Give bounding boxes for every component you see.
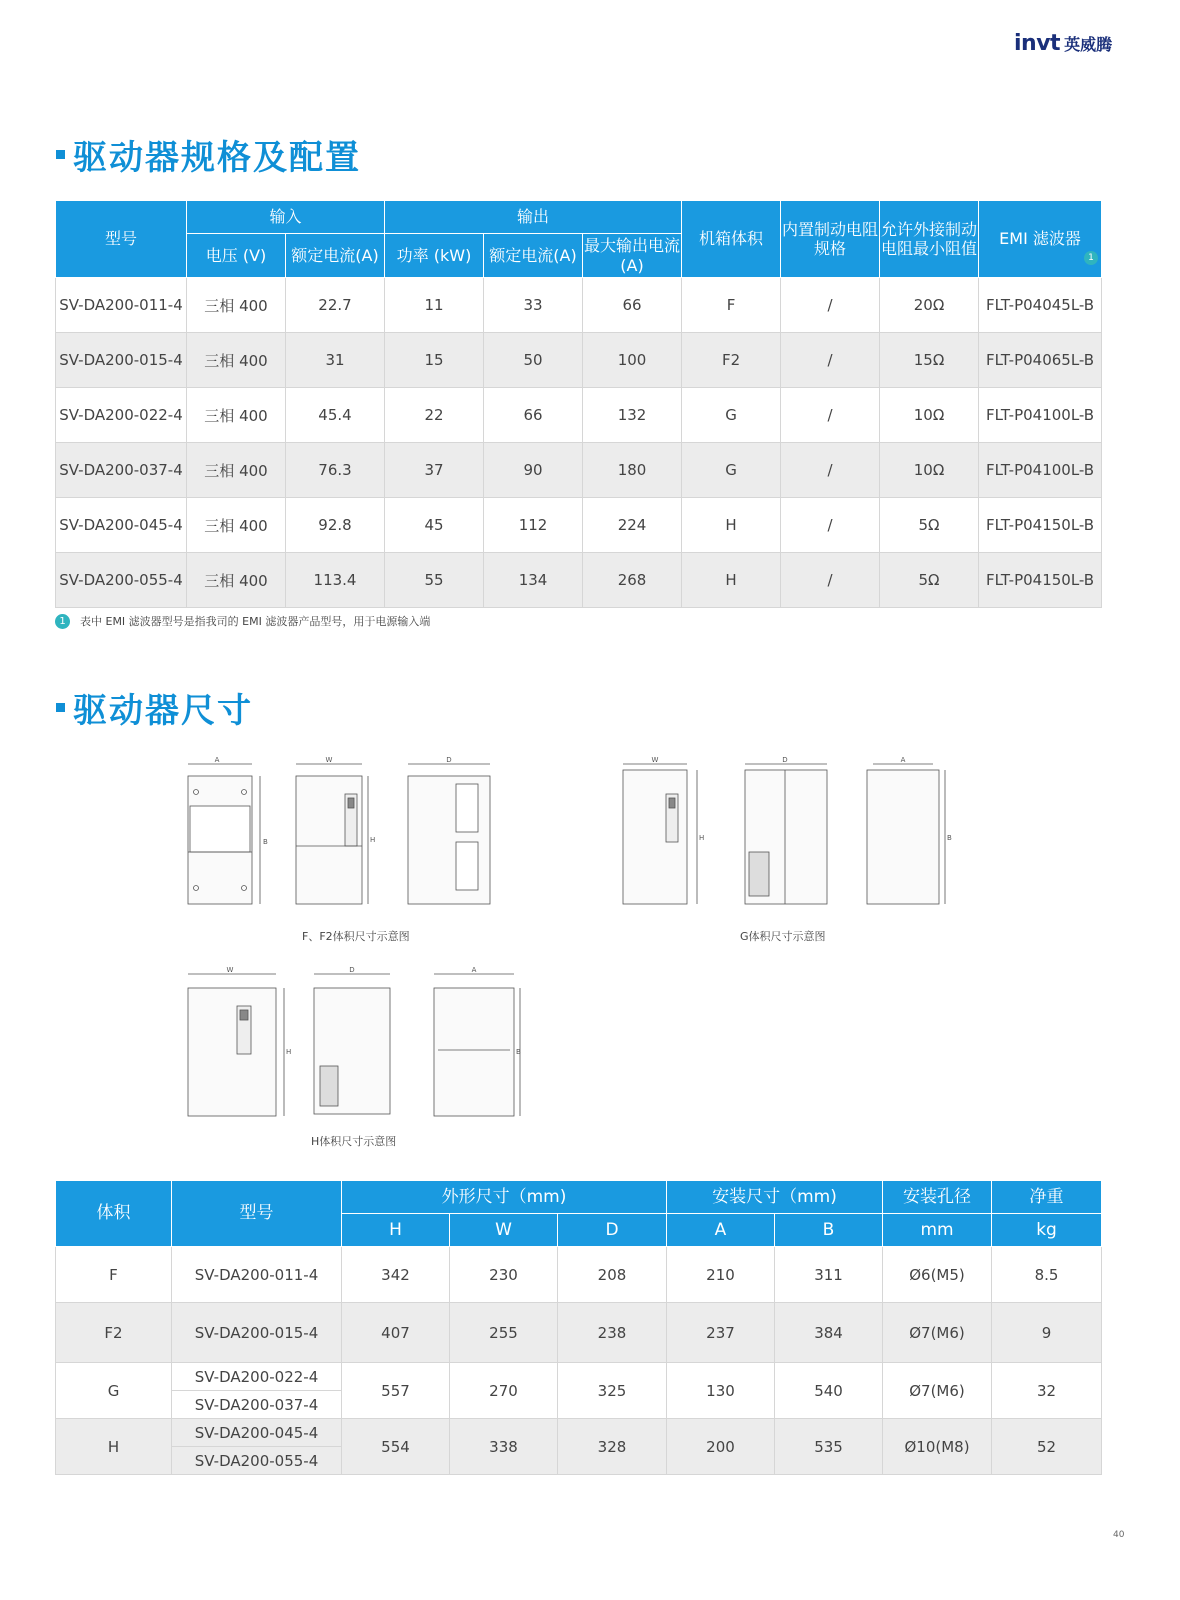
header-model: 型号 <box>172 1181 342 1247</box>
logo-mark: invt <box>1014 30 1061 56</box>
cell-weight: 32 <box>992 1363 1102 1419</box>
header-in-current: 额定电流(A) <box>286 234 385 278</box>
cell-b: 311 <box>775 1247 883 1303</box>
cell-max-current: 268 <box>583 553 682 608</box>
header-power: 功率 (kW) <box>385 234 484 278</box>
cell-in-current: 76.3 <box>286 443 385 498</box>
dim-label-a: A <box>471 966 477 974</box>
cell-model: SV-DA200-045-4 <box>56 498 187 553</box>
dim-label-h: H <box>286 1048 292 1056</box>
dim-label-w: W <box>651 756 659 764</box>
dim-label-a: A <box>214 756 220 764</box>
dim-label-w: W <box>226 966 234 974</box>
header-output: 输出 <box>385 201 682 234</box>
cell-max-current: 224 <box>583 498 682 553</box>
cell-brake: / <box>781 498 880 553</box>
dim-label-d: D <box>782 756 788 764</box>
header-h: H <box>342 1214 450 1247</box>
header-weight: 净重 <box>992 1181 1102 1214</box>
dim-label-d: D <box>349 966 355 974</box>
header-w: W <box>450 1214 558 1247</box>
cell-chassis: G <box>682 388 781 443</box>
cell-hole: Ø6(M5) <box>883 1247 992 1303</box>
table-row <box>56 388 1102 443</box>
cell-a: 210 <box>667 1247 775 1303</box>
section-title-dimensions <box>56 685 253 729</box>
cell-resistor: 10Ω <box>880 388 979 443</box>
dim-label-d: D <box>446 756 452 764</box>
dim-label-a: A <box>900 756 906 764</box>
header-kg: kg <box>992 1214 1102 1247</box>
logo-name: 英威腾 <box>1064 34 1113 54</box>
cell-voltage: 三相 400 <box>187 278 286 333</box>
cell-a: 200 <box>667 1419 775 1475</box>
cell-hole: Ø7(M6) <box>883 1303 992 1363</box>
cell-out-current: 33 <box>484 278 583 333</box>
cell-chassis: H <box>682 498 781 553</box>
cell-brake: / <box>781 443 880 498</box>
cell-model: SV-DA200-011-4 <box>56 278 187 333</box>
cell-w: 255 <box>450 1303 558 1363</box>
footnote-badge: 1 <box>55 614 70 629</box>
cell-h: 342 <box>342 1247 450 1303</box>
header-outer: 外形尺寸（mm) <box>342 1181 667 1214</box>
table-row <box>56 443 1102 498</box>
cell-model: SV-DA200-011-4 <box>172 1247 342 1303</box>
brand-logo <box>1014 30 1144 56</box>
cell-voltage: 三相 400 <box>187 443 286 498</box>
drawing-h <box>180 962 530 1122</box>
cell-a: 237 <box>667 1303 775 1363</box>
section-heading: 驱动器规格及配置 <box>73 137 361 178</box>
cell-voltage: 三相 400 <box>187 388 286 443</box>
table-row <box>56 1363 1102 1391</box>
cell-chassis: F <box>682 278 781 333</box>
header-d: D <box>558 1214 667 1247</box>
cell-voltage: 三相 400 <box>187 553 286 608</box>
caption-f: F、F2体积尺寸示意图 <box>302 930 410 943</box>
table-row <box>56 1303 1102 1363</box>
cell-power: 11 <box>385 278 484 333</box>
dim-label-b: B <box>516 1048 521 1056</box>
table-row <box>56 333 1102 388</box>
cell-model: SV-DA200-022-4 <box>172 1363 342 1391</box>
cell-d: 238 <box>558 1303 667 1363</box>
cell-out-current: 112 <box>484 498 583 553</box>
cell-max-current: 100 <box>583 333 682 388</box>
header-voltage: 电压 (V) <box>187 234 286 278</box>
cell-b: 540 <box>775 1363 883 1419</box>
table-row <box>56 1419 1102 1447</box>
cell-max-current: 180 <box>583 443 682 498</box>
dim-label-b: B <box>947 834 952 842</box>
cell-weight: 9 <box>992 1303 1102 1363</box>
header-out-current: 额定电流(A) <box>484 234 583 278</box>
cell-in-current: 45.4 <box>286 388 385 443</box>
cell-w: 338 <box>450 1419 558 1475</box>
cell-out-current: 50 <box>484 333 583 388</box>
cell-size: G <box>56 1363 172 1419</box>
drawing-f-f2 <box>180 750 510 920</box>
cell-b: 384 <box>775 1303 883 1363</box>
cell-power: 45 <box>385 498 484 553</box>
header-emi-label: EMI 滤波器 <box>999 229 1081 249</box>
cell-hole: Ø10(M8) <box>883 1419 992 1475</box>
header-model: 型号 <box>56 201 187 278</box>
cell-out-current: 134 <box>484 553 583 608</box>
cell-hole: Ø7(M6) <box>883 1363 992 1419</box>
cell-weight: 52 <box>992 1419 1102 1475</box>
header-emi <box>979 201 1102 278</box>
cell-model: SV-DA200-045-4 <box>172 1419 342 1447</box>
cell-max-current: 132 <box>583 388 682 443</box>
cell-power: 22 <box>385 388 484 443</box>
cell-h: 557 <box>342 1363 450 1419</box>
cell-emi: FLT-P04100L-B <box>979 388 1102 443</box>
cell-weight: 8.5 <box>992 1247 1102 1303</box>
cell-brake: / <box>781 333 880 388</box>
cell-d: 328 <box>558 1419 667 1475</box>
cell-model: SV-DA200-022-4 <box>56 388 187 443</box>
cell-d: 325 <box>558 1363 667 1419</box>
cell-resistor: 5Ω <box>880 553 979 608</box>
cell-chassis: F2 <box>682 333 781 388</box>
dim-label-h: H <box>699 834 705 842</box>
section-title-specs <box>56 132 361 176</box>
header-chassis: 机箱体积 <box>682 201 781 278</box>
cell-out-current: 90 <box>484 443 583 498</box>
cell-voltage: 三相 400 <box>187 498 286 553</box>
cell-emi: FLT-P04150L-B <box>979 498 1102 553</box>
table-row <box>56 553 1102 608</box>
cell-size: F2 <box>56 1303 172 1363</box>
section-heading: 驱动器尺寸 <box>73 690 253 731</box>
cell-d: 208 <box>558 1247 667 1303</box>
header-max-current: 最大输出电流 (A) <box>583 234 682 278</box>
cell-power: 37 <box>385 443 484 498</box>
cell-emi: FLT-P04045L-B <box>979 278 1102 333</box>
cell-chassis: H <box>682 553 781 608</box>
cell-resistor: 5Ω <box>880 498 979 553</box>
cell-in-current: 113.4 <box>286 553 385 608</box>
cell-in-current: 92.8 <box>286 498 385 553</box>
header-brake: 内置制动电阻规格 <box>781 201 880 278</box>
cell-emi: FLT-P04150L-B <box>979 553 1102 608</box>
drawing-g <box>615 752 955 912</box>
dim-label-h: H <box>370 836 376 844</box>
cell-in-current: 31 <box>286 333 385 388</box>
header-size: 体积 <box>56 1181 172 1247</box>
caption-h: H体积尺寸示意图 <box>311 1135 397 1148</box>
cell-resistor: 20Ω <box>880 278 979 333</box>
cell-h: 554 <box>342 1419 450 1475</box>
cell-w: 270 <box>450 1363 558 1419</box>
table-row <box>56 278 1102 333</box>
cell-brake: / <box>781 388 880 443</box>
caption-g: G体积尺寸示意图 <box>740 930 826 943</box>
header-mount: 安装尺寸（mm) <box>667 1181 883 1214</box>
page-number: 40 <box>1113 1530 1125 1540</box>
cell-model: SV-DA200-037-4 <box>56 443 187 498</box>
cell-brake: / <box>781 278 880 333</box>
cell-brake: / <box>781 553 880 608</box>
cell-resistor: 10Ω <box>880 443 979 498</box>
footnote-text: 表中 EMI 滤波器型号是指我司的 EMI 滤波器产品型号，用于电源输入端 <box>80 615 431 628</box>
cell-emi: FLT-P04065L-B <box>979 333 1102 388</box>
cell-model: SV-DA200-055-4 <box>56 553 187 608</box>
cell-out-current: 66 <box>484 388 583 443</box>
cell-power: 55 <box>385 553 484 608</box>
dim-label-w: W <box>325 756 333 764</box>
cell-a: 130 <box>667 1363 775 1419</box>
spec-table <box>55 200 1102 608</box>
header-mm: mm <box>883 1214 992 1247</box>
cell-w: 230 <box>450 1247 558 1303</box>
cell-max-current: 66 <box>583 278 682 333</box>
table-row <box>56 498 1102 553</box>
cell-power: 15 <box>385 333 484 388</box>
title-marker <box>56 703 65 712</box>
header-min-resistor: 允许外接制动电阻最小阻值 <box>880 201 979 278</box>
cell-voltage: 三相 400 <box>187 333 286 388</box>
cell-size: H <box>56 1419 172 1475</box>
dimension-table <box>55 1180 1102 1475</box>
cell-model: SV-DA200-055-4 <box>172 1447 342 1475</box>
dim-label-b: B <box>263 838 268 846</box>
cell-emi: FLT-P04100L-B <box>979 443 1102 498</box>
cell-in-current: 22.7 <box>286 278 385 333</box>
header-b: B <box>775 1214 883 1247</box>
cell-model: SV-DA200-015-4 <box>172 1303 342 1363</box>
cell-size: F <box>56 1247 172 1303</box>
table-footnote <box>55 613 430 629</box>
note-marker: 1 <box>1084 251 1098 265</box>
cell-b: 535 <box>775 1419 883 1475</box>
cell-model: SV-DA200-015-4 <box>56 333 187 388</box>
cell-model: SV-DA200-037-4 <box>172 1391 342 1419</box>
cell-chassis: G <box>682 443 781 498</box>
header-a: A <box>667 1214 775 1247</box>
table-row <box>56 1247 1102 1303</box>
header-hole: 安装孔径 <box>883 1181 992 1214</box>
cell-h: 407 <box>342 1303 450 1363</box>
cell-resistor: 15Ω <box>880 333 979 388</box>
header-input: 输入 <box>187 201 385 234</box>
title-marker <box>56 150 65 159</box>
